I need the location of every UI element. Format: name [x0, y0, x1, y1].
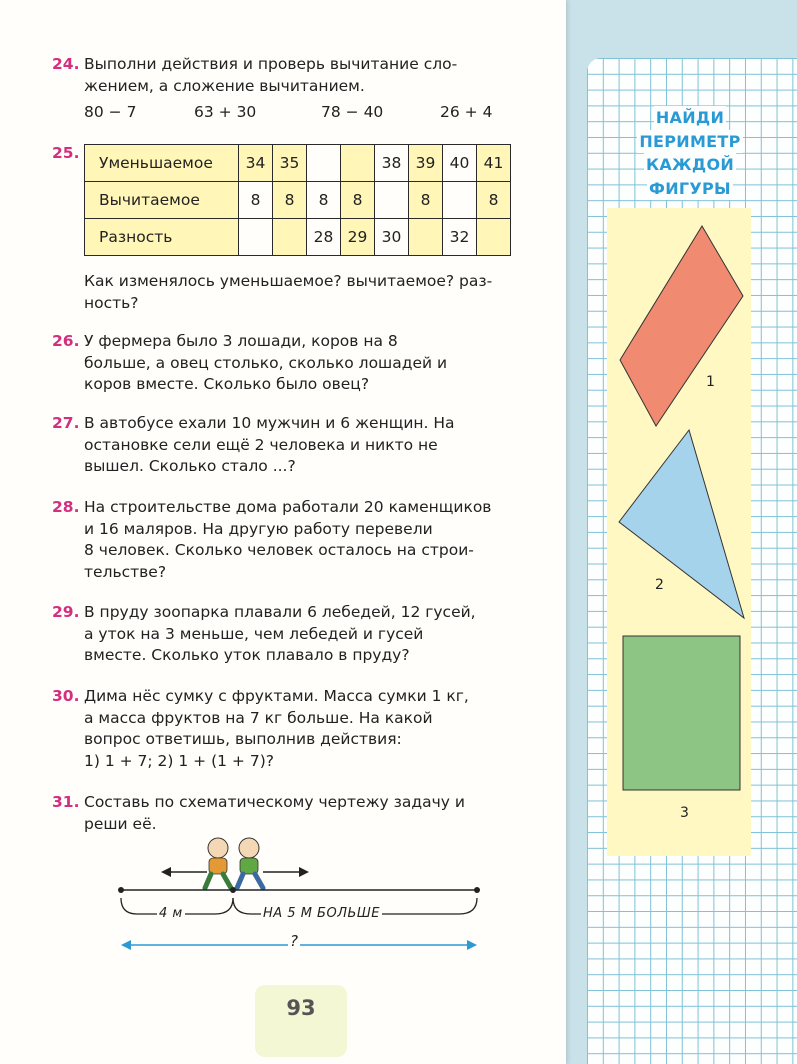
task-line: и 16 маляров. На другую работу перевели [84, 519, 433, 538]
task-line: На строительстве дома работали 20 каменщиков [84, 498, 492, 516]
table-cell: 29 [341, 219, 375, 256]
table-cell [443, 182, 477, 219]
task-number: 30. [52, 687, 80, 705]
page-number: 93 [255, 985, 347, 1057]
expression: 78 − 40 [321, 103, 384, 121]
table-cell: 34 [239, 145, 273, 182]
table-cell: 39 [409, 145, 443, 182]
figures-svg [607, 208, 751, 856]
task-line: вышел. Сколько стало ...? [84, 457, 296, 475]
table-cell: 8 [341, 182, 375, 219]
table-row [85, 145, 511, 182]
table-cell [477, 219, 511, 256]
total-label: ? [290, 932, 299, 950]
task-line: 1) 1 + 7; 2) 1 + (1 + 7)? [84, 751, 274, 770]
table-cell [375, 182, 409, 219]
table-cell [341, 145, 375, 182]
task-number: 28. [52, 498, 80, 516]
subtraction-table [84, 144, 511, 256]
table-cell: 30 [375, 219, 409, 256]
task-number: 25. [52, 144, 80, 162]
task-line: У фермера было 3 лошади, коров на 8 [84, 332, 398, 350]
figure-1-parallelogram [620, 226, 743, 426]
left-segment-label: 4 м [159, 906, 183, 921]
children-illustration [161, 838, 309, 888]
figure-label: 2 [655, 577, 664, 593]
heading-line: НАЙДИ [654, 106, 726, 130]
table-cell: 28 [307, 219, 341, 256]
task-line: ность? [84, 293, 139, 312]
task-line: вопрос ответишь, выполнив действия: [84, 730, 402, 748]
table-cell [273, 219, 307, 256]
task-line: Выполни действия и проверь вычитание сло- [84, 55, 458, 73]
table-cell: 38 [375, 145, 409, 182]
table-cell: 41 [477, 145, 511, 182]
figure-label: 1 [706, 374, 715, 390]
table-cell: 8 [273, 182, 307, 219]
task-line: остановке сели ещё 2 человека и никто не [84, 435, 438, 454]
table-cell: 8 [307, 182, 341, 219]
schematic-svg [115, 828, 495, 958]
task-number: 24. [52, 55, 80, 73]
table-cell [307, 145, 341, 182]
schematic-drawing [115, 828, 495, 958]
table-row [85, 219, 511, 256]
task-line: а масса фруктов на 7 кг больше. На какой [84, 708, 433, 727]
task-line: В пруду зоопарка плавали 6 лебедей, 12 гусей, [84, 603, 476, 621]
task-line: Дима нёс сумку с фруктами. Масса сумки 1 кг, [84, 687, 469, 705]
task-number: 27. [52, 414, 80, 432]
row-header: Вычитаемое [85, 182, 239, 219]
expression: 63 + 30 [194, 103, 257, 121]
table-cell: 35 [273, 145, 307, 182]
task-line: коров вместе. Сколько было овец? [84, 375, 370, 393]
task-line: В автобусе ехали 10 мужчин и 6 женщин. На [84, 414, 455, 432]
heading-line: ПЕРИМЕТР [637, 130, 742, 154]
task-line: больше, а овец столько, сколько лошадей и [84, 353, 448, 372]
table-cell [409, 219, 443, 256]
row-header: Разность [85, 219, 239, 256]
row-header: Уменьшаемое [85, 145, 239, 182]
task-line: тельстве? [84, 562, 167, 581]
heading-line: КАЖДОЙ [644, 153, 736, 177]
task-line: вместе. Сколько уток плавало в пруду? [84, 646, 410, 664]
table-cell: 8 [239, 182, 273, 219]
panel-heading [620, 106, 760, 200]
figure-label: 3 [680, 805, 689, 821]
expression: 26 + 4 [440, 103, 493, 121]
right-segment-label: НА 5 М БОЛЬШЕ [263, 906, 381, 921]
expression: 80 − 7 [84, 103, 137, 121]
task-line: 8 человек. Сколько человек осталось на строи- [84, 541, 474, 559]
heading-line: ФИГУРЫ [647, 177, 733, 201]
table-cell: 8 [477, 182, 511, 219]
table-cell: 40 [443, 145, 477, 182]
task-line: а уток на 3 меньше, чем лебедей и гусей [84, 624, 424, 643]
task-number: 29. [52, 603, 80, 621]
table-cell: 8 [409, 182, 443, 219]
task-number: 26. [52, 332, 80, 350]
task-number: 31. [52, 793, 80, 811]
task-line: Составь по схематическому чертежу задачу и [84, 793, 465, 811]
table-cell [239, 219, 273, 256]
task-line: жением, а сложение вычитанием. [84, 76, 365, 95]
task-line: реши её. [84, 814, 157, 833]
task-line: Как изменялось уменьшаемое? вычитаемое? раз- [84, 272, 493, 290]
figure-2-triangle [619, 430, 744, 618]
figure-3-rectangle [623, 636, 740, 790]
table-row [85, 182, 511, 219]
table-cell: 32 [443, 219, 477, 256]
